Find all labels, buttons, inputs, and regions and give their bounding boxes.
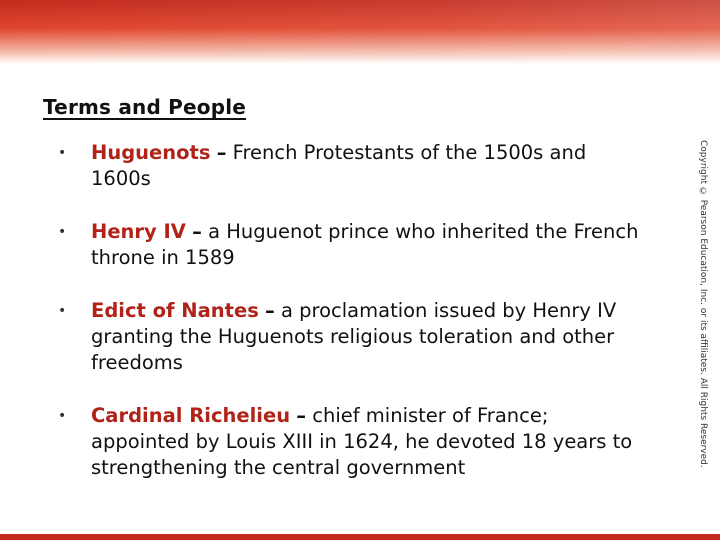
terms-list [58,140,643,508]
term-separator: – [265,299,275,322]
term-huguenots: Huguenots [91,141,211,164]
list-item [58,403,643,481]
term-separator: – [216,141,227,164]
term-edict-of-nantes: Edict of Nantes [91,299,259,322]
header-band [0,0,720,64]
bullet-icon: • [58,408,67,424]
list-item [58,140,643,192]
bullet-icon: • [58,303,67,319]
footer-bar [0,534,720,540]
list-item [58,219,643,271]
definition-henry-iv: a Huguenot prince who inherited the French throne in 1589 [91,220,639,269]
list-item [58,298,643,376]
bullet-icon: • [58,145,67,161]
term-cardinal-richelieu: Cardinal Richelieu [91,404,291,427]
definition-edict-of-nantes: a proclamation issued by Henry IV granting the Huguenots religious toleration and other freedoms [91,299,617,374]
copyright-notice: Copyright © Pearson Education, Inc. or its affiliates. All Rights Reserved. [698,140,708,468]
definition-huguenots: French Protestants of the 1500s and 1600s [91,141,587,190]
bullet-icon: • [58,224,67,240]
term-separator: – [296,404,307,427]
term-henry-iv: Henry IV [91,220,186,243]
term-separator: – [192,220,202,243]
definition-cardinal-richelieu: chief minister of France; appointed by Louis XIII in 1624, he devoted 18 years to strengthening the central government [91,404,633,479]
slide-title: Terms and People [43,95,247,119]
